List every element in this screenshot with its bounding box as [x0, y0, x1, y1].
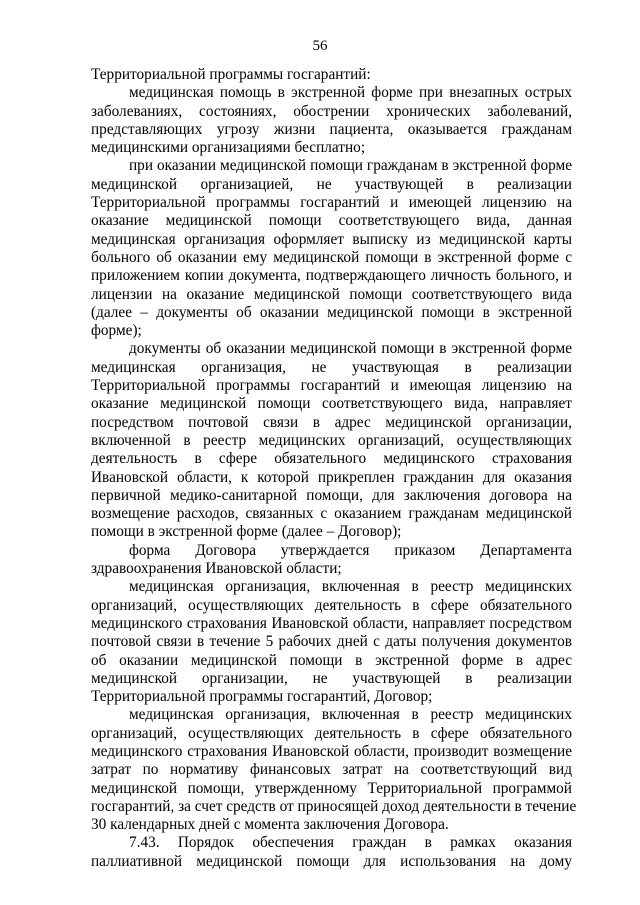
- text-line: медицинской помощи, утвержденному Территориальной программой: [91, 779, 572, 797]
- text-line: Территориальной программы госгарантий и имеющей лицензию на: [91, 194, 572, 212]
- text-line: (далее – документы об оказании медицинской помощи в экстренной: [91, 303, 572, 321]
- paragraph: [91, 578, 572, 706]
- text-line: представляющих угрозу жизни пациента, оказывается гражданам: [91, 120, 572, 138]
- text-line: почтовой связи в течение 5 рабочих дней с даты получения документов: [91, 633, 572, 651]
- text-line: помощи в экстренной форме (далее – Договор);: [91, 523, 402, 541]
- text-line: медицинскими организациями бесплатно;: [91, 139, 366, 157]
- text-line: Ивановской области, к которой прикреплен гражданин для оказания: [91, 468, 572, 486]
- text-line: Территориальной программы госгарантий, Договор;: [91, 688, 433, 706]
- text-line: об оказании медицинской помощи в экстренной форме в адрес: [91, 651, 572, 669]
- text-line: медицинская организация, включенная в реестр медицинских: [129, 578, 572, 596]
- text-line: первичной медико-санитарной помощи, для заключения договора на: [91, 486, 572, 504]
- text-line: форма Договора утверждается приказом Департамента: [129, 541, 572, 559]
- text-line: организаций, осуществляющих деятельность в сфере обязательного: [91, 724, 572, 742]
- text-line: Территориальной программы госгарантий и имеющая лицензию на: [91, 377, 572, 395]
- page-number: 56: [312, 38, 328, 54]
- text-line: при оказании медицинской помощи гражданам в экстренной форме: [129, 157, 572, 175]
- text-line: госгарантий, за счет средств от приносящей доход деятельности в течение: [91, 797, 577, 815]
- paragraph: [91, 66, 572, 84]
- text-line: паллиативной медицинской помощи для использования на дому: [91, 852, 572, 870]
- paragraph: [91, 542, 572, 579]
- text-line: медицинского страхования Ивановской области, производит возмещение: [91, 742, 572, 760]
- text-line: Территориальной программы госгарантий:: [91, 66, 371, 83]
- text-line: оказание медицинской помощи соответствующего вида, направляет: [91, 395, 572, 413]
- text-line: больного об оказании ему медицинской помощи в экстренной форме с: [91, 248, 572, 266]
- text-line: форме);: [91, 322, 142, 340]
- paragraph: [91, 834, 572, 871]
- paragraph: [91, 340, 572, 541]
- paragraph: [91, 157, 572, 340]
- text-line: организаций, осуществляющих деятельность в сфере обязательного: [91, 596, 572, 614]
- paragraph: [91, 84, 572, 157]
- text-line: лицензии на оказание медицинской помощи соответствующего вида: [91, 285, 572, 303]
- text-line: медицинского страхования Ивановской области, направляет посредством: [91, 614, 572, 632]
- text-line: включенной в реестр медицинских организаций, осуществляющих: [91, 431, 572, 449]
- text-line: медицинская организация, не участвующая в реализации: [91, 358, 572, 376]
- text-line: посредством почтовой связи в адрес медицинской организации,: [91, 413, 572, 431]
- text-line: затрат по нормативу финансовых затрат на соответствующий вид: [91, 761, 572, 779]
- text-line: приложением копии документа, подтверждающего личность больного, и: [91, 267, 572, 285]
- text-line: оказание медицинской помощи соответствующего вида, данная: [91, 212, 572, 230]
- text-line: 7.43. Порядок обеспечения граждан в рамках оказания: [129, 834, 572, 852]
- text-line: медицинская организация, включенная в реестр медицинских: [129, 706, 572, 724]
- text-line: возмещение расходов, связанных с оказанием гражданам медицинской: [91, 505, 572, 523]
- text-line: медицинская помощь в экстренной форме при внезапных острых: [129, 84, 572, 102]
- text-line: деятельность в сфере обязательного медицинского страхования: [91, 450, 572, 468]
- text-line: медицинской организации, не участвующей в реализации: [91, 669, 572, 687]
- body-text: [91, 66, 577, 871]
- text-line: 30 календарных дней с момента заключения Договора.: [91, 816, 449, 834]
- text-line: заболеваниях, состояниях, обострении хронических заболеваний,: [91, 102, 572, 120]
- text-line: здравоохранения Ивановской области;: [91, 560, 342, 578]
- text-line: медицинской организацией, не участвующей в реализации: [91, 175, 572, 193]
- text-line: документы об оказании медицинской помощи в экстренной форме: [129, 340, 572, 358]
- text-line: медицинская организация оформляет выписку из медицинской карты: [91, 230, 572, 248]
- paragraph: [91, 706, 577, 834]
